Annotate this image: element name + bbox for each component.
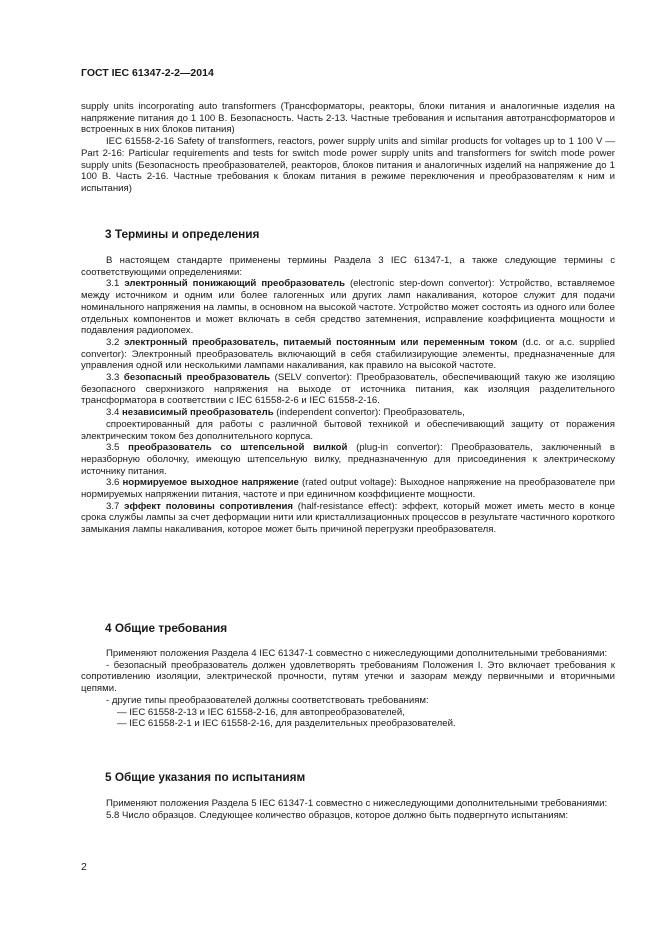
term-name: безопасный преобразователь: [123, 372, 271, 384]
page-number: 2: [81, 861, 87, 873]
term-definition: (half-resistance effect): эффект, который может иметь место в конце срока службы лампы за счет деформации нити или кристаллизационных процессов в результате частичного короткого замыкания лампы накаливания, которое может быть причиной перегрузки преобразователя.: [81, 500, 615, 536]
term-definition: (rated output voltage): Выходное напряжение на преобразователе при нормируемых напряжении питания, частоте и при единичном коэффициенте мощности.: [81, 477, 615, 501]
term-name: преобразователь со штепсельной вилкой: [128, 442, 348, 454]
section-3-body: [81, 255, 615, 536]
paragraph: 5.8 Число образцов. Следующее количество образцов, которое должно быть подвергнуто испытаниям:: [106, 809, 569, 821]
paragraph: В настоящем стандарте применены термины Раздела 3 IEC 61347-1, а также следующие термины с соответствующими определениями:: [81, 255, 615, 278]
term-name: электронный преобразователь, питаемый постоянным или переменным током: [124, 336, 518, 348]
list-item: - безопасный преобразователь должен удовлетворять требованиям Положения I. Это включает требования к сопротивлению изоляции, электрической прочности, путям утечки и зазорам между первичными и вторичными цепями.: [81, 659, 615, 695]
section-3-title: 3 Термины и определения: [105, 227, 260, 241]
term-3-6: [81, 477, 615, 500]
term-3-3: [81, 372, 615, 407]
term-number: 3.1: [106, 278, 125, 290]
term-number: 3.2: [106, 336, 125, 348]
term-3-1: [81, 278, 615, 337]
section-4-body: [81, 648, 615, 730]
section-5-title: 5 Общие указания по испытаниям: [105, 770, 306, 784]
list-item: - другие типы преобразователей должны соответствовать требованиям:: [106, 694, 429, 706]
term-name: электронный понижающий преобразователь: [124, 278, 345, 290]
term-number: 3.7: [106, 500, 125, 512]
reference-text: IEC 61558-2-16 Safety of transformers, reactors, power supply units and similar products for voltages up to 1 100 V — Part 2-16: Particular requirements and tests for switch mode power supply units and transformers for switch mode power supply units (Безопасность преобразователей, реакторов, блоков питания и аналогичных изделий на напряжение до 1 100 В. Часть 2-16. Частные требования к блокам питания в режиме переключения и преобразователям к ним и испытания): [81, 136, 615, 194]
section-5-body: [81, 798, 615, 821]
term-name: эффект половины сопротивления: [124, 500, 293, 512]
term-3-4-continuation: спроектированный для работы с различной бытовой техникой и обеспечивающий защиту от поражения электрическим током без дополнительного корпуса.: [81, 418, 615, 442]
term-number: 3.5: [106, 442, 129, 454]
term-definition: (independent convertor): Преобразователь,: [273, 407, 465, 419]
term-number: 3.6: [106, 477, 123, 489]
term-3-4: [81, 407, 615, 419]
term-name: независимый преобразователь: [122, 407, 274, 419]
term-definition: (SELV convertor): Преобразователь, обеспечивающий такую же изоляцию безопасного сверхнизкого напряжения на выходе от источника питания, как изоляция разделительного трансформатора в соответствии с IEC 61558-2-6 и IEC 61558-2-16.: [81, 372, 615, 407]
term-definition: (d.c. or a.c. supplied convertor): Электронный преобразователь включающий в себя стабилизирующие элементы, предназначенные для управления одной или несколькими лампами накаливания, как правило на высокой частоте.: [81, 336, 615, 372]
term-number: 3.3: [106, 372, 124, 384]
term-3-5: [81, 442, 615, 477]
paragraph: Применяют положения Раздела 4 IEC 61347-1 совместно с нижеследующими дополнительными требованиями:: [106, 648, 608, 659]
sub-list-item: — IEC 61558-2-13 и IEC 61558-2-16, для автопреобразователей,: [117, 706, 405, 718]
sub-list-item: — IEC 61558-2-1 и IEC 61558-2-16, для разделительных преобразователей.: [117, 718, 456, 730]
term-3-7: [81, 501, 615, 536]
term-number: 3.4: [106, 407, 123, 419]
term-definition: (plug-in convertor): Преобразователь, заключенный в неразборную оболочку, имеющую штепсельную вилку, предназначенную для присоединения к электрическому источнику питания.: [81, 442, 615, 477]
section-4-title: 4 Общие требования: [105, 621, 228, 635]
term-3-2: [81, 337, 615, 372]
reference-text: supply units incorporating auto transformers (Трансформаторы, реакторы, блоки питания и аналогичные изделия на напряжение питания до 1 100 В. Безопасность. Часть 2-13. Частные требования и испытания автотрансформаторов и встроенных в них блоков питания): [81, 101, 615, 136]
standard-header: ГОСТ IEC 61347-2-2—2014: [81, 67, 214, 79]
term-name: нормируемое выходное напряжение: [122, 477, 299, 489]
term-definition: (electronic step-down convertor): Устройство, вставляемое между источником и одним или более галогенных или других ламп накаливания, которое служит для подачи номинального напряжения на лампы, в основном на высокой частоте. Устройство может состоять из одного или более отдельных компонентов и может включать в себя средство затемнения, исправление коэффициента мощности и подавления радиопомех.: [81, 278, 615, 337]
paragraph: Применяют положения Раздела 5 IEC 61347-1 совместно с нижеследующими дополнительными требованиями:: [106, 798, 608, 809]
intro-references: [81, 101, 615, 195]
